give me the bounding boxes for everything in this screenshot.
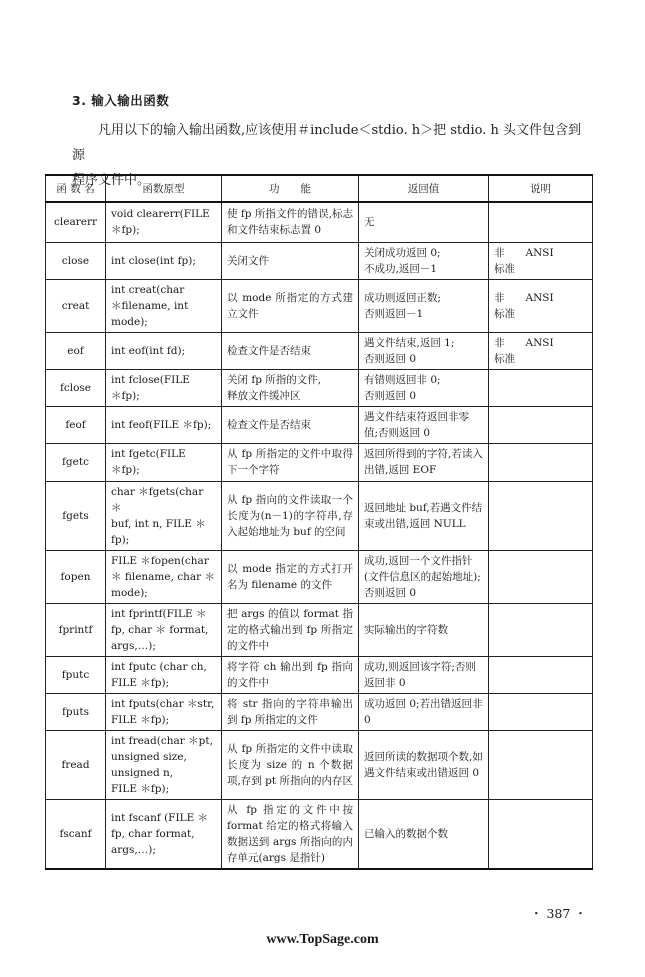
cell-description: 从 fp 指定的文件中按 format 给定的格式将输入数据送到 args 所指向的内存单元(args 是指针) [222,799,359,869]
intro-line-2: 程序文件中。 [72,173,151,188]
cell-note [489,369,593,406]
cell-function-name: fputc [46,656,106,693]
cell-note [489,481,593,550]
cell-description: 从 fp 所指定的文件中取得下一个字符 [222,443,359,481]
header-function-name: 函 数 名 [46,175,106,202]
cell-note [489,656,593,693]
table-row [46,443,593,481]
table-row [46,369,593,406]
cell-prototype: int fputc (char ch, FILE ＊fp); [106,656,222,693]
cell-return-value: 遇文件结束,返回 1; 否则返回 0 [359,332,489,369]
cell-return-value: 成功返回 0;若出错返回非 0 [359,693,489,730]
cell-return-value: 返回所得到的字符,若读入出错,返回 EOF [359,443,489,481]
cell-note [489,406,593,443]
cell-prototype: int fclose(FILE ＊fp); [106,369,222,406]
cell-function-name: fputs [46,693,106,730]
table-row [46,603,593,656]
cell-note [489,202,593,242]
cell-description: 将 str 指向的字符串输出到 fp 所指定的文件 [222,693,359,730]
cell-note [489,730,593,799]
cell-note [489,799,593,869]
cell-return-value: 已输入的数据个数 [359,799,489,869]
cell-return-value: 成功,则返回该字符;否则返回非 0 [359,656,489,693]
cell-description: 使 fp 所指文件的错误,标志和文件结束标志置 0 [222,202,359,242]
cell-function-name: fscanf [46,799,106,869]
cell-function-name: eof [46,332,106,369]
cell-function-name: close [46,242,106,279]
table-row [46,242,593,279]
cell-description: 关闭文件 [222,242,359,279]
table-row [46,279,593,332]
cell-description: 关闭 fp 所指的文件, 释放文件缓冲区 [222,369,359,406]
cell-function-name: fread [46,730,106,799]
function-table [45,174,593,870]
cell-function-name: fgets [46,481,106,550]
cell-prototype: char ＊fgets(char ＊ buf, int n, FILE ＊ fp); [106,481,222,550]
cell-prototype: int fscanf (FILE ＊ fp, char format, args,…); [106,799,222,869]
table-row [46,693,593,730]
page-number: ・ 387 ・ [530,906,587,921]
cell-return-value: 实际输出的字符数 [359,603,489,656]
cell-prototype: int creat(char ＊filename, int mode); [106,279,222,332]
cell-description: 以 mode 指定的方式打开名为 filename 的文件 [222,550,359,603]
cell-function-name: fgetc [46,443,106,481]
table-row [46,332,593,369]
cell-prototype: int fprintf(FILE ＊ fp, char ＊ format, args,…); [106,603,222,656]
table-row [46,406,593,443]
cell-prototype: int close(int fp); [106,242,222,279]
header-note: 说明 [489,175,593,202]
cell-return-value: 返回地址 buf,若遇文件结束或出错,返回 NULL [359,481,489,550]
cell-prototype: int fputs(char ＊str, FILE ＊fp); [106,693,222,730]
table-row [46,550,593,603]
table-row [46,656,593,693]
cell-prototype: int feof(FILE ＊fp); [106,406,222,443]
footer-watermark: www.TopSage.com [266,932,379,947]
cell-return-value: 成功则返回正数; 否则返回－1 [359,279,489,332]
cell-note: 非 ANSI 标准 [489,279,593,332]
cell-return-value: 关闭成功返回 0; 不成功,返回－1 [359,242,489,279]
cell-function-name: creat [46,279,106,332]
cell-function-name: feof [46,406,106,443]
cell-prototype: int fread(char ＊pt, unsigned size, unsigned n, FILE ＊fp); [106,730,222,799]
header-prototype: 函数原型 [106,175,222,202]
cell-note [489,443,593,481]
cell-description: 从 fp 指向的文件读取一个长度为(n－1)的字符串,存入起始地址为 buf 的空间 [222,481,359,550]
header-return-value: 返回值 [359,175,489,202]
cell-description: 把 args 的值以 format 指定的格式输出到 fp 所指定的文件中 [222,603,359,656]
cell-description: 以 mode 所指定的方式建立文件 [222,279,359,332]
cell-description: 从 fp 所指定的文件中读取长度为 size 的 n 个数据项,存到 pt 所指向的内存区 [222,730,359,799]
table-row [46,202,593,242]
cell-return-value: 返回所读的数据项个数,如遇文件结束或出错返回 0 [359,730,489,799]
table-header-row [46,175,593,202]
section-heading: 3. 输入输出函数 [72,93,170,108]
cell-note [489,693,593,730]
cell-prototype: int fgetc(FILE ＊fp); [106,443,222,481]
cell-description: 将字符 ch 输出到 fp 指向的文件中 [222,656,359,693]
cell-function-name: fclose [46,369,106,406]
cell-note [489,603,593,656]
cell-prototype: void clearerr(FILE ＊fp); [106,202,222,242]
table-row [46,799,593,869]
table-row [46,730,593,799]
cell-return-value: 无 [359,202,489,242]
cell-prototype: int eof(int fd); [106,332,222,369]
cell-function-name: fopen [46,550,106,603]
intro-line-1: 凡用以下的输入输出函数,应该使用＃include＜stdio. h＞把 stdio. h 头文件包含到源 [72,123,581,163]
cell-return-value: 遇文件结束符返回非零值;否则返回 0 [359,406,489,443]
cell-function-name: fprintf [46,603,106,656]
cell-description: 检查文件是否结束 [222,332,359,369]
cell-note: 非 ANSI 标准 [489,242,593,279]
cell-description: 检查文件是否结束 [222,406,359,443]
cell-function-name: clearerr [46,202,106,242]
cell-note [489,550,593,603]
cell-return-value: 成功,返回一个文件指针(文件信息区的起始地址);否则返回 0 [359,550,489,603]
table-row [46,481,593,550]
header-function: 功 能 [222,175,359,202]
cell-prototype: FILE ＊fopen(char ＊ filename, char ＊ mode); [106,550,222,603]
cell-note: 非 ANSI 标准 [489,332,593,369]
cell-return-value: 有错则返回非 0; 否则返回 0 [359,369,489,406]
